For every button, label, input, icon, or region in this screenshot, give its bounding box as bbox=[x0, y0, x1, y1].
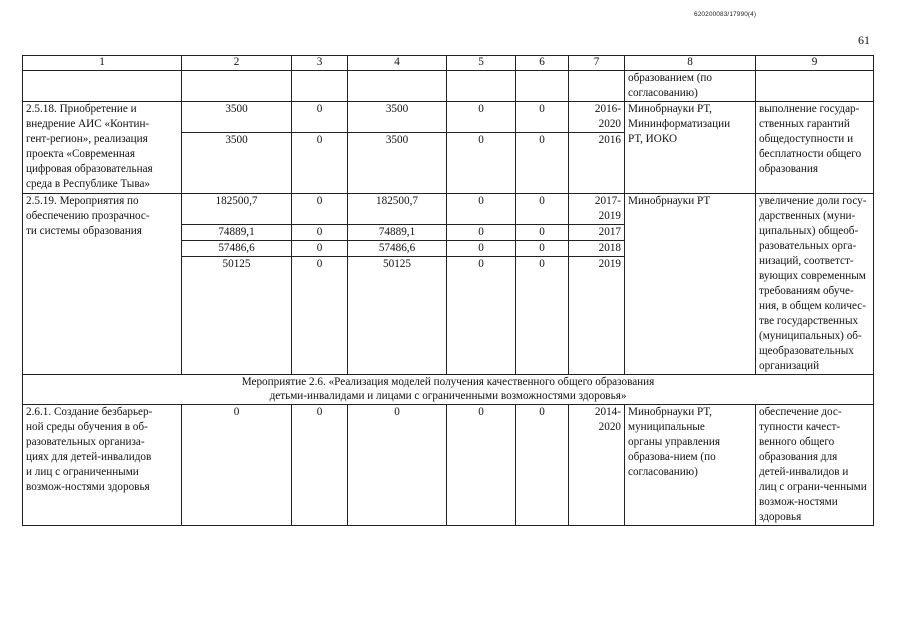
total-amount: 57486,6 bbox=[182, 241, 292, 257]
other-amount: 0 bbox=[516, 133, 569, 194]
other-amount: 0 bbox=[516, 405, 569, 526]
municipal-amount: 0 bbox=[447, 225, 516, 241]
column-number: 1 bbox=[23, 56, 182, 71]
republic-amount: 50125 bbox=[348, 257, 447, 375]
total-amount: 50125 bbox=[182, 257, 292, 375]
federal-amount: 0 bbox=[292, 133, 348, 194]
activity-name: 2.5.19. Мероприятия по обеспечению прозрачнос- ти системы образования bbox=[23, 194, 182, 375]
table-row bbox=[23, 102, 874, 133]
result-cell: увеличение доли госу- дарственных (муни- ципальных) общеоб- разовательных орга- низаций, соответст- вующих современным требованиям обуче- ния, в общем количес- тве государственных (муниципальных) об- щеобразовательных организаций bbox=[756, 194, 874, 375]
column-number: 9 bbox=[756, 56, 874, 71]
result-cell: выполнение государ- ственных гарантий общедоступности и бесплатности общего образования bbox=[756, 102, 874, 194]
republic-amount: 57486,6 bbox=[348, 241, 447, 257]
executor-cell: Минобрнауки РТ bbox=[625, 194, 756, 375]
municipal-amount: 0 bbox=[447, 194, 516, 225]
total-amount: 74889,1 bbox=[182, 225, 292, 241]
executor-cell: Минобрнауки РТ, муниципальные органы управления образова-нием (по согласованию) bbox=[625, 405, 756, 526]
column-number: 4 bbox=[348, 56, 447, 71]
column-number: 8 bbox=[625, 56, 756, 71]
period-cell: 2016 bbox=[569, 133, 625, 194]
period-cell: 2018 bbox=[569, 241, 625, 257]
column-number: 3 bbox=[292, 56, 348, 71]
federal-amount: 0 bbox=[292, 257, 348, 375]
column-number: 2 bbox=[182, 56, 292, 71]
column-number-row bbox=[23, 56, 874, 71]
municipal-amount: 0 bbox=[447, 405, 516, 526]
period-cell: 2016- 2020 bbox=[569, 102, 625, 133]
federal-amount: 0 bbox=[292, 194, 348, 225]
period-cell: 2019 bbox=[569, 257, 625, 375]
executor-cell: Минобрнауки РТ, Мининформатизации РТ, ИОКО bbox=[625, 102, 756, 194]
total-amount: 3500 bbox=[182, 102, 292, 133]
column-number: 5 bbox=[447, 56, 516, 71]
federal-amount: 0 bbox=[292, 102, 348, 133]
activity-name: 2.5.18. Приобретение и внедрение АИС «Контин- гент-регион», реализация проекта «Современная цифровая образовательная среда в Республике Тыва» bbox=[23, 102, 182, 194]
republic-amount: 0 bbox=[348, 405, 447, 526]
municipal-amount: 0 bbox=[447, 102, 516, 133]
federal-amount: 0 bbox=[292, 241, 348, 257]
table-row bbox=[23, 194, 874, 225]
federal-amount: 0 bbox=[292, 405, 348, 526]
section-title: Мероприятие 2.6. «Реализация моделей получения качественного общего образования детьми-инвалидами и лицами с ограниченными возможностями здоровья» bbox=[23, 375, 874, 405]
result-cell: обеспечение дос- тупности качест- венного общего образования для детей-инвалидов и лиц с ограни-ченными возмож-ностями здоровья bbox=[756, 405, 874, 526]
municipal-amount: 0 bbox=[447, 133, 516, 194]
program-table bbox=[22, 55, 874, 526]
period-cell: 2017 bbox=[569, 225, 625, 241]
period-cell: 2014- 2020 bbox=[569, 405, 625, 526]
column-number: 6 bbox=[516, 56, 569, 71]
other-amount: 0 bbox=[516, 102, 569, 133]
period-cell: 2017- 2019 bbox=[569, 194, 625, 225]
total-amount: 0 bbox=[182, 405, 292, 526]
municipal-amount: 0 bbox=[447, 241, 516, 257]
other-amount: 0 bbox=[516, 225, 569, 241]
other-amount: 0 bbox=[516, 194, 569, 225]
other-amount: 0 bbox=[516, 257, 569, 375]
other-amount: 0 bbox=[516, 241, 569, 257]
continuation-row bbox=[23, 71, 874, 102]
table-row bbox=[23, 405, 874, 526]
federal-amount: 0 bbox=[292, 225, 348, 241]
executor-cell: образованием (по согласованию) bbox=[625, 71, 756, 102]
republic-amount: 3500 bbox=[348, 133, 447, 194]
column-number: 7 bbox=[569, 56, 625, 71]
page-number: 61 bbox=[858, 33, 870, 47]
total-amount: 182500,7 bbox=[182, 194, 292, 225]
republic-amount: 182500,7 bbox=[348, 194, 447, 225]
municipal-amount: 0 bbox=[447, 257, 516, 375]
section-heading-row bbox=[23, 375, 874, 405]
republic-amount: 74889,1 bbox=[348, 225, 447, 241]
republic-amount: 3500 bbox=[348, 102, 447, 133]
activity-name: 2.6.1. Создание безбарьер- ной среды обучения в об- разовательных организа- циях для детей-инвалидов и лиц с ограниченными возмож-ностями здоровья bbox=[23, 405, 182, 526]
document-code: 620200083/17990(4) bbox=[694, 11, 757, 18]
total-amount: 3500 bbox=[182, 133, 292, 194]
